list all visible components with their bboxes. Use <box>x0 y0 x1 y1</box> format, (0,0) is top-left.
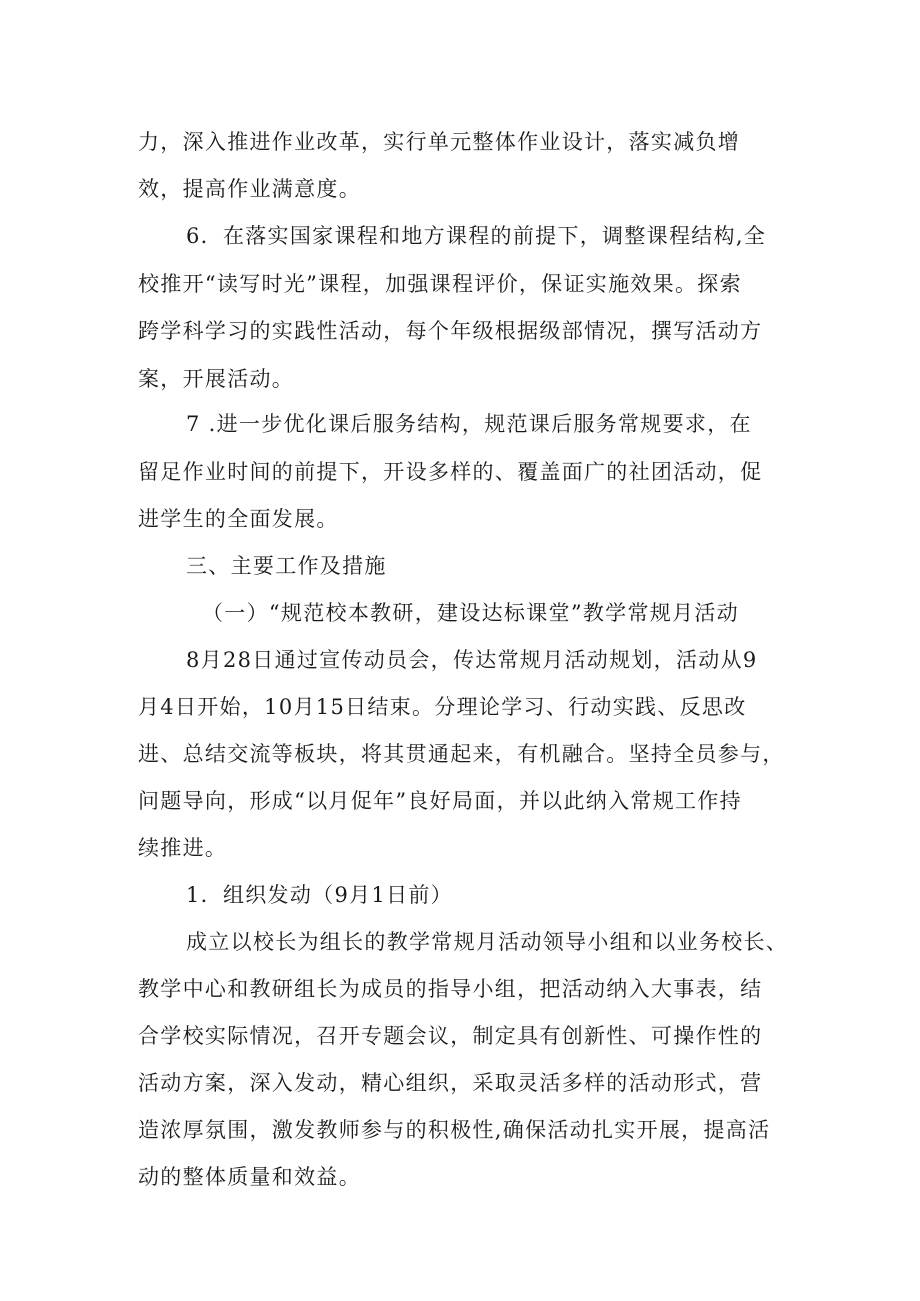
text-line: 问题导向，形成“以月促年”良好局面，并以此纳入常规工作持 <box>138 789 742 813</box>
text-line: 月4日开始，10月15日结束。分理论学习、行动实践、反思改 <box>138 695 747 719</box>
text-line: 进学生的全面发展。 <box>138 507 339 531</box>
text-line: 活动方案，深入发动，精心组织，采取灵活多样的活动形式，营 <box>138 1071 763 1095</box>
text-line: 成立以校长为组长的教学常规月活动领导小组和以业务校长、 <box>186 930 789 954</box>
subsection-heading: （一）“规范校本教研，建设达标课堂”教学常规月活动 <box>202 601 739 625</box>
text-line: 教学中心和教研组长为成员的指导小组，把活动纳入大事表，结 <box>138 977 763 1001</box>
text-line: 跨学科学习的实践性活动，每个年级根据级部情况，撰写活动方 <box>138 319 763 343</box>
text-line: 造浓厚氛围，激发教师参与的积极性,确保活动扎实开展，提高活 <box>138 1118 771 1142</box>
text-line: 合学校实际情况，召开专题会议，制定具有创新性、可操作性的 <box>138 1024 763 1048</box>
text-line: 留足作业时间的前提下，开设多样的、覆盖面广的社团活动，促 <box>138 460 763 484</box>
text-line: 进、总结交流等板块，将其贯通起来，有机融合。坚持全员参与， <box>138 742 785 766</box>
text-line: 效，提高作业满意度。 <box>138 177 361 201</box>
text-line: 8月28日通过宣传动员会，传达常规月活动规划，活动从9 <box>186 648 758 672</box>
list-item-6: 6．在落实国家课程和地方课程的前提下，调整课程结构,全 <box>186 224 767 248</box>
text-line: 力，深入推进作业改革，实行单元整体作业设计，落实减负增 <box>138 130 741 154</box>
list-item-7: 7 .进一步优化课后服务结构，规范课后服务常规要求，在 <box>186 412 752 436</box>
text-line: 续推进。 <box>138 836 228 860</box>
section-heading: 三、主要工作及措施 <box>186 554 387 578</box>
text-line: 动的整体质量和效益。 <box>138 1165 361 1189</box>
text-line: 案，开展活动。 <box>138 367 295 391</box>
item-heading: 1．组织发动（9月1日前） <box>186 883 453 907</box>
text-line: 校推开“读写时光”课程，加强课程评价，保证实施效果。探索 <box>138 272 742 296</box>
